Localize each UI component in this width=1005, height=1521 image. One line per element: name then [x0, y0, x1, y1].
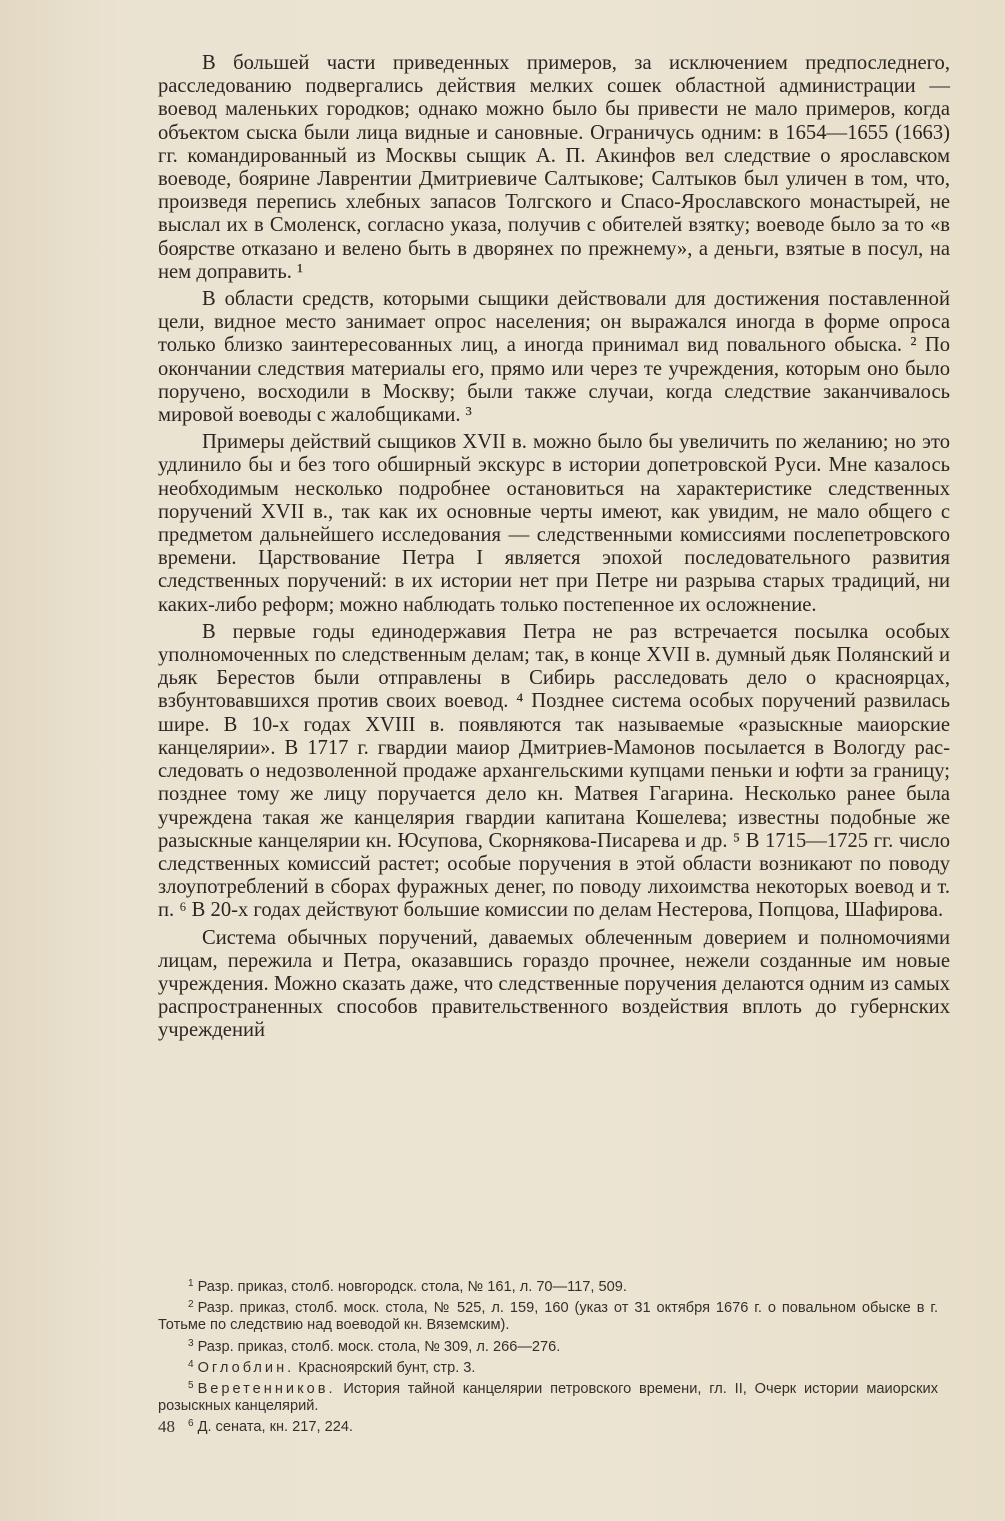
footnote [158, 1275, 938, 1296]
footnote-text: Разр. приказ, столб. новгородск. стола, № 161, л. 70—117, 509. [197, 1279, 627, 1295]
footnote-author: Оглоблин. [197, 1359, 295, 1376]
footnote [158, 1335, 938, 1356]
footnote-text: Красноярский бунт, стр. 3. [298, 1359, 476, 1376]
footnote [158, 1377, 938, 1415]
footnote-mark: 2 [188, 1299, 194, 1311]
footnote-mark: 5 [188, 1380, 194, 1392]
paragraph: В первые годы единодержавия Петра не раз встречается посылка особых уполномоченных по следственным делам; так, в конце XVII в. думный дьяк Полянский и дьяк Берестов были отправлены в Сибирь расследовать дело о красноярцах, взбунтовавшихся против своих воевод. ⁴ Позднее система особых поручений развилась шире. В 10-х годах XVIII в. появляются так называемые «разыскные маиорские канцелярии». В 1717 г. гвардии маиор Дмитриев-Мамонов посылается в Вологду расследовать о недозволенной продаже архангельскими купцами пеньки и юфти за границу; позднее тому же лицу поручается дело кн. Матвея Гагарина. Несколько ранее была учреждена такая же канцелярия гвардии капитана Кошелева; известны подобные же разыскные канцелярии кн. Юсупова, Скорнякова-Писарева и др. ⁵ В 1715—1725 гг. число следственных комиссий растет; особые поручения в этой области возникают по поводу злоупотреблений в сборах фуражных денег, по поводу лихоимства некоторых воевод и т. п. ⁶ В 20-х годах действуют большие комиссии по делам Нестерова, Попцова, Шафирова. [158, 620, 950, 922]
footnote-text: Разр. приказ, столб. моск. стола, № 309, л. 266—276. [197, 1338, 561, 1355]
footnotes [158, 1275, 938, 1437]
footnote-text: История тайной канцелярии петровского времени, гл. II, Очерк истории маиорских розыскных канцелярий. [158, 1381, 938, 1415]
paragraph: В области средств, которыми сыщики действовали для достижения поставленной цели, видное место занимает опрос населения; он выражался иногда в форме опроса только близко заинтересованных лиц, а иногда принимал вид повального обыска. ² По окончании следствия материалы его, прямо или через те учреждения, которым оно было поручено, восходили в Москву; были также случаи, когда следствие заканчивалось мировой воеводы с жалобщиками. ³ [158, 288, 950, 427]
footnote-author: Веретенников. [197, 1381, 336, 1398]
footnote-mark: 3 [188, 1337, 194, 1349]
main-text [158, 52, 950, 1047]
footnote-mark: 4 [188, 1358, 194, 1370]
paragraph: В большей части приведенных примеров, за исключением предпоследнего, расследованию подвергались действия мелких сошек областной администрации — воевод маленьких городков; однако можно было бы привести не мало примеров, когда объектом сыска были лица видные и сановные. Ограничусь одним: в 1654—1655 (1663) гг. командированный из Москвы сыщик А. П. Акинфов вел следствие о ярославском воеводе, боярине Лаврентии Дмитриевиче Салтыкове; Салтыков был уличен в том, что, произведя перепись хлебных запасов Толгского и Спасо-Ярославского монастырей, не выслал их в Смоленск, согласно указа, получив с обителей взятку; воеводе было за то «в боярстве отказано и велено быть в дворянех по прежнему», а деньги, взятые в посул, на нем доправить. ¹ [158, 52, 950, 283]
footnote-text: Д. сената, кн. 217, 224. [197, 1419, 353, 1436]
page-number: 48 [158, 1417, 175, 1436]
paragraph: Примеры действий сыщиков XVII в. можно было бы увеличить по желанию; но это удлинило бы и без того обширный экскурс в истории допетровской Руси. Мне казалось необходимым несколько подробнее остановиться на характеристике следственных поручений XVII в., так как их основные черты имеют, как увидим, не мало общего с предметом дальнейшего исследования — следственными комиссиями послепетровского времени. Царствование Петра I является эпохой последовательного развития следственных поручений: в их истории нет при Петре ни разрыва старых традиций, ни каких-либо реформ; можно наблюдать только постепенное их осложнение. [158, 431, 950, 616]
footnote [158, 1415, 938, 1436]
footnote-mark: 6 [188, 1418, 194, 1430]
footnote-text: Разр. приказ, столб. моск. стола, № 525, л. 159, 160 (указ от 31 октября 1676 г. о повальном обыске в г. Тотьме по следствию над воеводой кн. Вяземским). [158, 1300, 938, 1334]
paragraph: Система обычных поручений, даваемых облеченным доверием и полномочиями лицам, пережила и Петра, оказавшись гораздо прочнее, нежели созданные им новые учреждения. Можно сказать даже, что следственные поручения делаются одним из самых распространенных способов правительственного воздействия вплоть до губернских учреждений [158, 926, 950, 1042]
footnote [158, 1356, 938, 1377]
footnote-mark: 1 [188, 1278, 194, 1289]
footnote [158, 1296, 938, 1334]
